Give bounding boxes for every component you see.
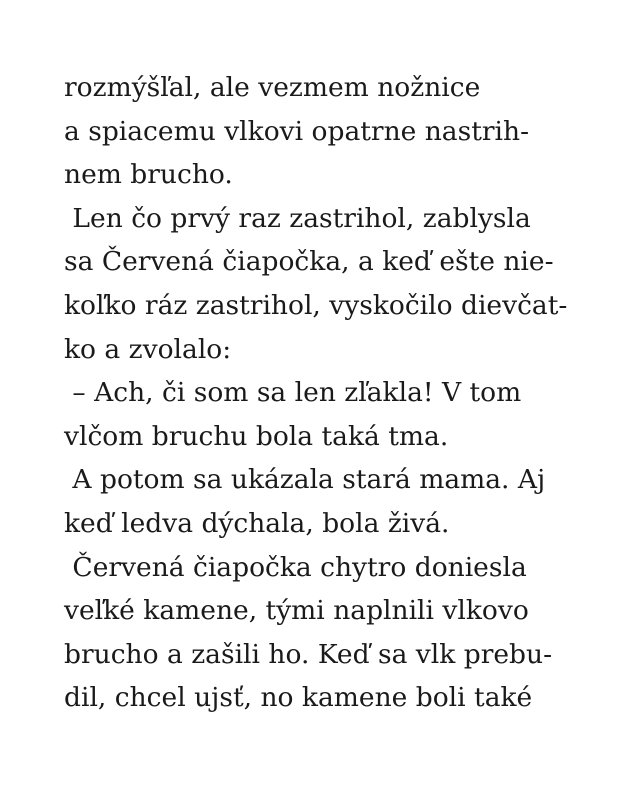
text-line-2: a spiacemu vlkovi opatrne nastrih-: [64, 115, 530, 147]
text-line-11: keď ledva dýchala, bola živá.: [64, 507, 450, 539]
text-line-1: rozmýšľal, ale vezmem nožnice: [64, 72, 481, 103]
text-line-7: ko a zvolalo:: [64, 333, 232, 365]
text-line-3: nem brucho.: [64, 159, 233, 191]
story-text: [64, 66, 624, 720]
text-line-14: brucho a zašili ho. Keď sa vlk prebu-: [64, 638, 553, 670]
text-line-15: dil, chcel ujsť, no kamene boli také: [64, 682, 533, 714]
text-line-5: sa Červená čiapočka, a keď ešte nie-: [64, 246, 554, 278]
text-line-10: A potom sa ukázala stará mama. Aj: [64, 464, 546, 496]
text-line-12: Červená čiapočka chytro doniesla: [64, 551, 527, 583]
text-line-8: – Ach, či som sa len zľakla! V tom: [64, 377, 522, 409]
text-line-6: koľko ráz zastrihol, vyskočilo dievčat-: [64, 289, 568, 321]
text-line-13: veľké kamene, tými naplnili vlkovo: [64, 595, 529, 627]
text-line-4: Len čo prvý raz zastrihol, zablysla: [64, 202, 531, 234]
text-line-9: vlčom bruchu bola taká tma.: [64, 420, 449, 452]
